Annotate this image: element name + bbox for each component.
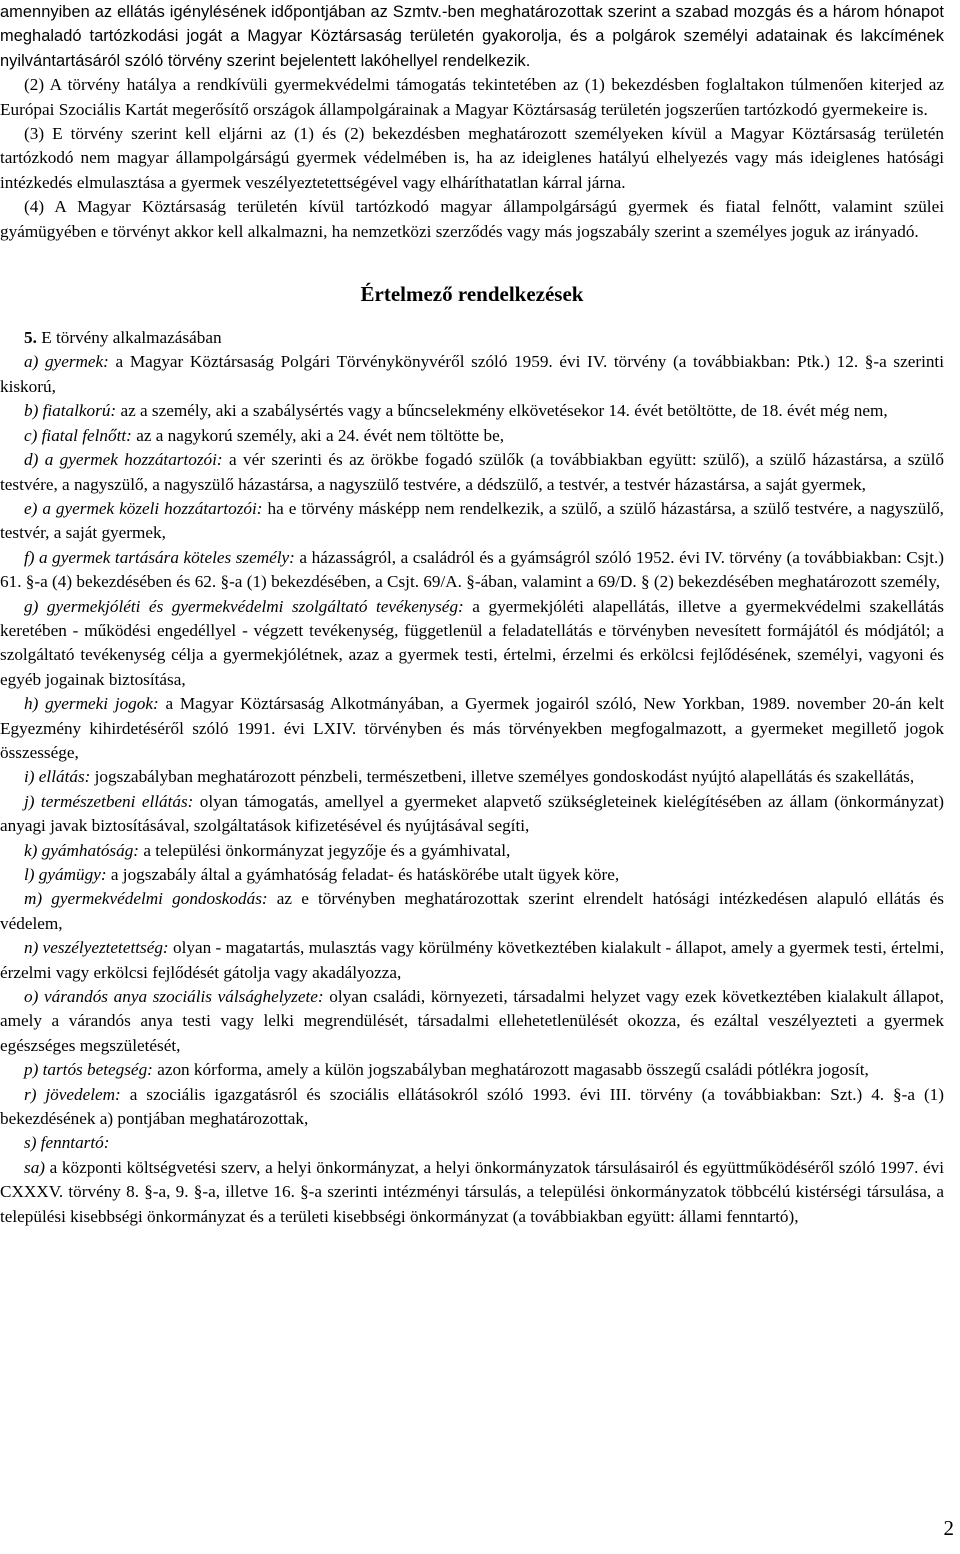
definition-term: sa) xyxy=(24,1157,46,1177)
definition-item xyxy=(0,985,944,1058)
continuation-paragraph: amennyiben az ellátás igénylésének időpontjában az Szmtv.-ben meghatározottak szerint a szabad mozgás és a három hónapot meghaladó tartózkodási jogát a Magyar Köztársaság területén gyakorolja, és a polgárok személyi adatainak és lakcímének nyilvántartásáról szóló törvény szerint bejelentett lakóhellyel rendelkezik. xyxy=(0,3,944,70)
definition-term: n) veszélyeztetettség: xyxy=(24,938,169,958)
definition-text: a Magyar Köztársaság Polgári Törvénykönyvéről szóló 1959. évi IV. törvény (a továbbiakban: Ptk.) 12. §-a szerinti kiskorú, xyxy=(0,352,944,396)
definition-term: d) a gyermek hozzátartozói: xyxy=(24,450,223,470)
section-intro xyxy=(0,326,944,350)
definition-item xyxy=(0,692,944,765)
definition-term: g) gyermekjóléti és gyermekvédelmi szolgáltató tevékenység: xyxy=(24,596,464,616)
definition-text: az e törvényben meghatározottak szerint elrendelt hatósági intézkedésen alapuló ellátás és védelem, xyxy=(0,889,944,933)
definition-item xyxy=(0,448,944,497)
definition-item xyxy=(0,936,944,985)
definition-text: olyan - magatartás, mulasztás vagy körülmény következtében kialakult - állapot, amely a gyermek testi, értelmi, érzelmi vagy erkölcsi fejlődését gátolja vagy akadályozza, xyxy=(0,938,945,982)
definition-text: a gyermekjóléti alapellátás, illetve a gyermekvédelmi szakellátás keretében - működési engedéllyel - végzett tevékenység, függetlenül a feladatellátás e törvényben nevesített formájától és módjától; a szolgáltató tevékenység célja a gyermekjólétnek, azaz a gyermek testi, értelmi, érzelmi és erkölcsi fejlődésének, személyi, vagyoni és egyéb jogainak biztosítása, xyxy=(0,596,944,689)
definition-text: jogszabályban meghatározott pénzbeli, természetbeni, illetve személyes gondoskodást nyújtó alapellátás és szakellátás, xyxy=(90,767,915,787)
definition-term: c) fiatal felnőtt: xyxy=(24,425,132,445)
definition-text: az a nagykorú személy, aki a 24. évét nem töltötte be, xyxy=(131,425,504,445)
definition-item xyxy=(0,399,944,423)
definition-term: a) gyermek: xyxy=(24,352,109,372)
section-intro-text: E törvény alkalmazásában xyxy=(36,328,222,348)
definition-term: b) fiatalkorú: xyxy=(24,401,117,421)
section-number: 5. xyxy=(24,328,37,348)
definition-text: a szociális igazgatásról és szociális ellátásokról szóló 1993. évi III. törvény (a továbbiakban: Szt.) 4. §-a (1) bekezdésének a) pontjában meghatározottak, xyxy=(0,1084,944,1129)
definition-item xyxy=(0,1083,944,1132)
paragraph-4: (4) A Magyar Köztársaság területén kívül tartózkodó magyar állampolgárságú gyermek és fiatal felnőtt, valamint szülei gyámügyében e törvényt akkor kell alkalmazni, ha nemzetközi szerződés vagy más jogszabály szerint a személyes joguk az irányadó. xyxy=(0,197,944,241)
definition-text: a vér szerinti és az örökbe fogadó szülők (a továbbiakban együtt: szülő), a szülő házastársa, a szülő testvére, a nagyszülő, a nagyszülő házastársa, a nagyszülő testvére, a dédszülő, a testvér, a testvér házastársa, a saját gyermek, xyxy=(0,450,944,494)
definition-text: azon kórforma, amely a külön jogszabályban meghatározott magasabb összegű családi pótlékra jogosít, xyxy=(152,1060,869,1080)
definition-text: a házasságról, a családról és a gyámságról szóló 1952. évi IV. törvény (a továbbiakban: Csjt.) 61. §-a (4) bekezdésében és 62. §-a (1) bekezdésében, a Csjt. 69/A. §-ában, valamint a 69/D. § (2) bekezdésében meghatározott személy, xyxy=(0,547,944,592)
definition-text: ha e törvény másképp nem rendelkezik, a szülő, a szülő házastársa, a szülő testvére, a nagyszülő, testvér, a saját gyermek, xyxy=(0,498,944,543)
definition-item xyxy=(0,424,944,448)
definition-item xyxy=(0,497,944,546)
definition-item xyxy=(0,595,944,693)
definition-term: j) természetbeni ellátás: xyxy=(24,791,194,811)
definition-item xyxy=(0,887,944,936)
definition-item xyxy=(0,1131,944,1155)
definition-text: olyan családi, környezeti, társadalmi helyzet vagy ezek következtében kialakult állapot, amely a várandós anya testi vagy lelki megrendülését, társadalmi ellehetetlenülését okozza, és ezáltal veszélyezteti a gyermek egészséges megszületését, xyxy=(0,987,944,1055)
definition-term: s) fenntartó: xyxy=(24,1133,110,1153)
definition-item xyxy=(0,839,944,863)
definition-item xyxy=(0,1156,944,1229)
definition-text: a települési önkormányzat jegyzője és a gyámhivatal, xyxy=(139,840,511,860)
definition-item xyxy=(0,350,944,399)
definition-text: a Magyar Köztársaság Alkotmányában, a Gyermek jogairól szóló, New Yorkban, 1989. november 20-án kelt Egyezmény kihirdetéséről szóló 1991. évi LXIV. törvényben és más törvényekben megfogalmazott, a gyermeket megillető jogok összessége, xyxy=(0,694,944,762)
definition-term: e) a gyermek közeli hozzátartozói: xyxy=(24,498,263,518)
definition-text: olyan támogatás, amellyel a gyermeket alapvető szükségleteinek kielégítésében az állam (önkormányzat) anyagi javak biztosításával, szolgáltatások kifizetésével és nyújtásával segíti, xyxy=(0,791,944,836)
definition-item xyxy=(0,790,944,839)
definition-item xyxy=(0,765,944,789)
definition-text: az a személy, aki a szabálysértés vagy a bűncselekmény elkövetésekor 14. évét betöltötte, de 18. évét még nem, xyxy=(116,401,888,421)
definition-text: a jogszabály által a gyámhatóság feladat- és hatáskörébe utalt ügyek köre, xyxy=(106,865,620,884)
definition-item xyxy=(0,546,944,595)
definition-term: k) gyámhatóság: xyxy=(24,840,140,860)
definition-term: i) ellátás: xyxy=(24,767,91,787)
definition-term: f) a gyermek tartására köteles személy: xyxy=(24,547,295,567)
definition-term: l) gyámügy: xyxy=(24,865,107,884)
definition-term: r) jövedelem: xyxy=(24,1084,121,1104)
definition-term: p) tartós betegség: xyxy=(24,1060,153,1080)
definition-term: o) várandós anya szociális válsághelyzete: xyxy=(24,987,324,1007)
definition-text: a központi költségvetési szerv, a helyi önkormányzat, a helyi önkormányzatok társulásairól és együttműködéséről szóló 1997. évi CXXXV. törvény 8. §-a, 9. §-a, illetve 16. §-a szerinti intézményi társulás, a települési önkormányzatok többcélú kistérségi társulása, a települési kisebbségi önkormányzat és a területi kisebbségi önkormányzat (a továbbiakban együtt: állami fenntartó), xyxy=(0,1157,944,1226)
definition-term: m) gyermekvédelmi gondoskodás: xyxy=(24,889,268,909)
paragraph-2: (2) A törvény hatálya a rendkívüli gyermekvédelmi támogatás tekintetében az (1) bekezdésben foglaltakon túlmenően kiterjed az Európai Szociális Kartát megerősítő országok állampolgárainak a Magyar Köztársaság területén jogszerűen tartózkodó gyermekeire is. xyxy=(0,75,944,119)
page-number: 2 xyxy=(943,1516,954,1540)
paragraph-3: (3) E törvény szerint kell eljárni az (1) és (2) bekezdésben meghatározott személyeken kívül a Magyar Köztársaság területén tartózkodó nem magyar állampolgárságú gyermek védelmében is, ha az ideiglenes hatályú elhelyezés vagy más ideiglenes hatósági intézkedés elmulasztása a gyermek veszélyeztetettségével vagy elháríthatatlan kárral járna. xyxy=(0,124,944,192)
definition-item xyxy=(0,1058,944,1082)
definitions-list xyxy=(0,350,944,1229)
definition-term: h) gyermeki jogok: xyxy=(24,694,159,714)
section-heading: Értelmező rendelkezések xyxy=(360,282,584,307)
definition-item xyxy=(0,863,944,887)
